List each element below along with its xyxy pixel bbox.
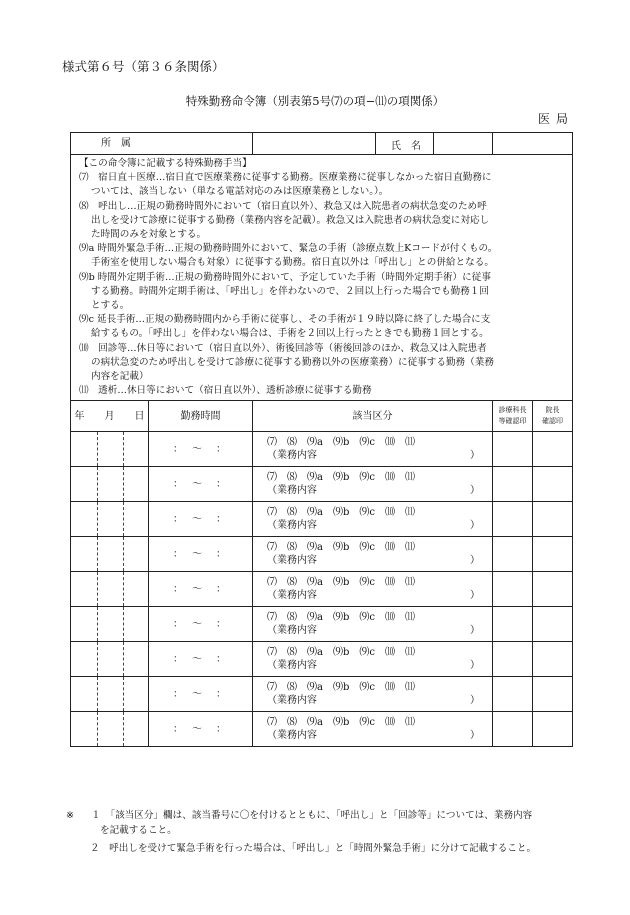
work-content-line bbox=[267, 554, 492, 567]
category-code[interactable]: ⑼b bbox=[332, 682, 350, 694]
date-field[interactable] bbox=[71, 642, 149, 677]
category-codes bbox=[267, 436, 492, 449]
record-row bbox=[71, 607, 573, 642]
director-approval-stamp[interactable] bbox=[533, 712, 573, 747]
category-code[interactable]: ⑽ bbox=[384, 682, 395, 694]
category-code[interactable]: ⑼c bbox=[359, 507, 375, 519]
work-time-field[interactable]: ： 〜 ： bbox=[149, 712, 253, 747]
work-content-label: （業務内容 bbox=[267, 695, 317, 707]
date-column-header: 年 月 日 bbox=[71, 401, 149, 432]
category-codes bbox=[267, 716, 492, 729]
category-column-header: 該当区分 bbox=[253, 401, 493, 432]
category-code[interactable]: ⑺ bbox=[267, 717, 277, 729]
record-row bbox=[71, 502, 573, 537]
work-time-field[interactable]: ： 〜 ： bbox=[149, 572, 253, 607]
work-content-close: ） bbox=[470, 625, 480, 637]
chief-approval-stamp[interactable] bbox=[493, 572, 533, 607]
date-divider bbox=[123, 502, 124, 536]
director-approval-label-1: 院長 bbox=[545, 406, 560, 415]
work-content-label: （業務内容 bbox=[267, 625, 317, 637]
category-field[interactable] bbox=[253, 502, 493, 537]
footnote-2: ２ 呼出しを受けて緊急手術を行った場合は、「呼出し」と「時間外緊急手術」に分けて記載すること。 bbox=[90, 843, 537, 854]
chief-approval-label-1: 診療科長 bbox=[498, 406, 527, 415]
work-time-field[interactable]: ： 〜 ： bbox=[149, 642, 253, 677]
note-line: とする。 bbox=[91, 300, 130, 312]
category-code[interactable]: ⑻ bbox=[287, 542, 297, 554]
name-field[interactable] bbox=[493, 133, 573, 155]
category-codes bbox=[267, 611, 492, 624]
category-code[interactable]: ⑻ bbox=[287, 472, 297, 484]
category-field[interactable] bbox=[253, 572, 493, 607]
date-field[interactable] bbox=[71, 467, 149, 502]
category-codes bbox=[267, 541, 492, 554]
category-field[interactable] bbox=[253, 677, 493, 712]
director-approval-stamp[interactable] bbox=[533, 537, 573, 572]
note-line: ⑾ 透析…休日等において（宿日直以外）、透析診療に従事する勤務 bbox=[79, 385, 372, 397]
date-divider bbox=[97, 572, 98, 606]
category-code[interactable]: ⑺ bbox=[267, 612, 277, 624]
category-code[interactable]: ⑺ bbox=[267, 682, 277, 694]
category-code[interactable]: ⑼c bbox=[359, 577, 375, 589]
note-line: ⑼c 延長手術…正規の勤務時間内から手術に従事し、その手術が１９時以降に終了した場合に支 bbox=[79, 314, 491, 326]
category-codes bbox=[267, 646, 492, 659]
category-code[interactable]: ⑼a bbox=[307, 682, 323, 694]
note-line: ⑼b 時間外定期手術…正規の勤務時間外において、予定していた手術（時間外定期手術）に従事 bbox=[79, 271, 491, 283]
category-code[interactable]: ⑾ bbox=[404, 612, 415, 624]
duty-order-table bbox=[70, 132, 573, 747]
work-content-label: （業務内容 bbox=[267, 555, 317, 567]
chief-approval-label-2: 等確認印 bbox=[498, 417, 527, 426]
date-divider bbox=[97, 537, 98, 571]
footnote-1-text: １ 「該当区分」欄は、該当番号に〇を付けるとともに、「呼出し」と「回診等」については、業務内容 bbox=[91, 810, 533, 821]
note-line: 内容を記載） bbox=[91, 371, 149, 383]
work-time-field[interactable]: ： 〜 ： bbox=[149, 432, 253, 467]
record-row bbox=[71, 642, 573, 677]
date-field[interactable] bbox=[71, 572, 149, 607]
director-approval-column-header bbox=[533, 401, 573, 432]
note-line: ⑼a 時間外緊急手術…正規の勤務時間外において、緊急の手術（診療点数上Kコードが付くもの。 bbox=[79, 243, 498, 255]
date-divider bbox=[97, 467, 98, 501]
notes-heading: 【この命令簿に記載する特殊勤務手当】 bbox=[79, 158, 252, 169]
note-line: ⑽ 回診等…休日等において（宿日直以外）、術後回診等（術後回診のほか、救急又は入院患者 bbox=[79, 342, 487, 354]
category-code[interactable]: ⑽ bbox=[384, 542, 395, 554]
date-divider bbox=[97, 502, 98, 536]
footnote-1 bbox=[66, 808, 532, 823]
category-field[interactable] bbox=[253, 467, 493, 502]
category-code[interactable]: ⑼a bbox=[307, 507, 323, 519]
category-code[interactable]: ⑼a bbox=[307, 542, 323, 554]
work-content-line bbox=[267, 519, 492, 532]
category-code[interactable]: ⑼a bbox=[307, 647, 323, 659]
category-code[interactable]: ⑼a bbox=[307, 437, 323, 449]
chief-approval-column-header bbox=[493, 401, 533, 432]
chief-approval-stamp[interactable] bbox=[493, 502, 533, 537]
record-row bbox=[71, 537, 573, 572]
date-field[interactable] bbox=[71, 712, 149, 747]
work-content-close: ） bbox=[470, 555, 480, 567]
footnote-1-cont: を記載すること。 bbox=[100, 825, 177, 836]
date-field[interactable] bbox=[71, 537, 149, 572]
work-time-field[interactable]: ： 〜 ： bbox=[149, 502, 253, 537]
work-content-line bbox=[267, 729, 492, 742]
affiliation-cell bbox=[71, 133, 253, 155]
date-divider bbox=[123, 677, 124, 711]
category-code[interactable]: ⑺ bbox=[267, 437, 277, 449]
director-approval-stamp[interactable] bbox=[533, 572, 573, 607]
category-code[interactable]: ⑺ bbox=[267, 647, 277, 659]
category-code[interactable]: ⑼c bbox=[359, 647, 375, 659]
date-divider bbox=[97, 432, 98, 466]
category-field[interactable] bbox=[253, 642, 493, 677]
name-left-divider bbox=[375, 132, 376, 154]
category-code[interactable]: ⑾ bbox=[404, 472, 415, 484]
name-divider bbox=[433, 132, 434, 154]
category-field[interactable] bbox=[253, 712, 493, 747]
category-code[interactable]: ⑽ bbox=[384, 437, 395, 449]
date-divider bbox=[97, 712, 98, 746]
chief-approval-stamp[interactable] bbox=[493, 642, 533, 677]
category-code[interactable]: ⑻ bbox=[287, 612, 297, 624]
chief-approval-stamp[interactable] bbox=[493, 607, 533, 642]
date-divider bbox=[123, 607, 124, 641]
date-field[interactable] bbox=[71, 677, 149, 712]
category-code[interactable]: ⑽ bbox=[384, 507, 395, 519]
category-code[interactable]: ⑼b bbox=[332, 647, 350, 659]
category-code[interactable]: ⑾ bbox=[404, 682, 415, 694]
date-divider bbox=[123, 537, 124, 571]
category-code[interactable]: ⑼b bbox=[332, 437, 350, 449]
note-line: 手術室を使用しない場合も対象）に従事する勤務。宿日直以外は「呼出し」との併給となる。 bbox=[91, 257, 494, 269]
record-row bbox=[71, 432, 573, 467]
work-content-close: ） bbox=[470, 485, 480, 497]
work-content-close: ） bbox=[470, 590, 480, 602]
category-codes bbox=[267, 506, 492, 519]
date-divider bbox=[123, 432, 124, 466]
date-divider bbox=[123, 572, 124, 606]
category-code[interactable]: ⑻ bbox=[287, 507, 297, 519]
chief-approval-stamp[interactable] bbox=[493, 467, 533, 502]
work-content-label: （業務内容 bbox=[267, 450, 317, 462]
record-row bbox=[71, 572, 573, 607]
category-code[interactable]: ⑼b bbox=[332, 577, 350, 589]
date-divider bbox=[123, 467, 124, 501]
category-code[interactable]: ⑺ bbox=[267, 472, 277, 484]
category-codes bbox=[267, 681, 492, 694]
category-code[interactable]: ⑼b bbox=[332, 507, 350, 519]
work-content-close: ） bbox=[470, 730, 480, 742]
record-row bbox=[71, 467, 573, 502]
category-field[interactable] bbox=[253, 432, 493, 467]
category-field[interactable] bbox=[253, 537, 493, 572]
work-content-label: （業務内容 bbox=[267, 590, 317, 602]
category-field[interactable] bbox=[253, 607, 493, 642]
category-code[interactable]: ⑾ bbox=[404, 507, 415, 519]
affiliation-label: 所 属 bbox=[101, 138, 131, 149]
category-code[interactable]: ⑻ bbox=[287, 717, 297, 729]
category-code[interactable]: ⑻ bbox=[287, 682, 297, 694]
category-code[interactable]: ⑼b bbox=[332, 612, 350, 624]
category-code[interactable]: ⑽ bbox=[384, 472, 395, 484]
note-line: 給するもの。「呼出し」を伴わない場合は、手術を２回以上行ったときでも勤務１回とする。 bbox=[91, 328, 489, 340]
allowance-notes bbox=[71, 155, 573, 401]
date-divider bbox=[97, 677, 98, 711]
date-divider bbox=[97, 642, 98, 676]
category-code[interactable]: ⑻ bbox=[287, 437, 297, 449]
date-field[interactable] bbox=[71, 502, 149, 537]
note-line: ⑻ 呼出し…正規の勤務時間外において（宿日直以外）、救急又は入院患者の病状急変のため呼 bbox=[79, 200, 487, 212]
date-divider bbox=[97, 607, 98, 641]
document-title: 特殊勤務命令簿（別表第5号⑺の項−⑾の項関係） bbox=[185, 94, 445, 108]
director-approval-stamp[interactable] bbox=[533, 642, 573, 677]
director-approval-stamp[interactable] bbox=[533, 677, 573, 712]
category-code[interactable]: ⑾ bbox=[404, 542, 415, 554]
name-label: 氏 名 bbox=[391, 141, 421, 152]
department-label: 医局 bbox=[537, 112, 574, 126]
work-content-line bbox=[267, 484, 492, 497]
category-code[interactable]: ⑼c bbox=[359, 717, 375, 729]
work-content-close: ） bbox=[470, 450, 480, 462]
category-code[interactable]: ⑾ bbox=[404, 717, 415, 729]
category-code[interactable]: ⑼c bbox=[359, 542, 375, 554]
category-code[interactable]: ⑺ bbox=[267, 542, 277, 554]
chief-approval-stamp[interactable] bbox=[493, 432, 533, 467]
work-content-label: （業務内容 bbox=[267, 520, 317, 532]
date-divider bbox=[123, 712, 124, 746]
category-code[interactable]: ⑼b bbox=[332, 717, 350, 729]
category-code[interactable]: ⑼a bbox=[307, 472, 323, 484]
category-code[interactable]: ⑼c bbox=[359, 437, 375, 449]
category-code[interactable]: ⑼c bbox=[359, 612, 375, 624]
work-content-label: （業務内容 bbox=[267, 485, 317, 497]
record-row bbox=[71, 677, 573, 712]
category-code[interactable]: ⑾ bbox=[404, 577, 415, 589]
affiliation-field[interactable] bbox=[253, 133, 493, 155]
work-content-line bbox=[267, 624, 492, 637]
category-code[interactable]: ⑼a bbox=[307, 717, 323, 729]
work-content-line bbox=[267, 449, 492, 462]
work-content-close: ） bbox=[470, 520, 480, 532]
work-content-close: ） bbox=[470, 695, 480, 707]
note-line: ついては、該当しない（単なる電話対応のみは医療業務としない。）。 bbox=[91, 186, 389, 198]
note-line: 出しを受けて診療に従事する勤務（業務内容を記載）。救急又は入院患者の病状急変に対応し bbox=[91, 214, 490, 226]
category-code[interactable]: ⑻ bbox=[287, 577, 297, 589]
work-content-label: （業務内容 bbox=[267, 660, 317, 672]
chief-approval-stamp[interactable] bbox=[493, 537, 533, 572]
category-code[interactable]: ⑽ bbox=[384, 647, 395, 659]
chief-approval-stamp[interactable] bbox=[493, 677, 533, 712]
category-code[interactable]: ⑺ bbox=[267, 507, 277, 519]
form-number-label: 様式第６号（第３６条関係） bbox=[62, 59, 225, 74]
category-code[interactable]: ⑻ bbox=[287, 647, 297, 659]
category-codes bbox=[267, 471, 492, 484]
date-divider bbox=[123, 642, 124, 676]
category-code[interactable]: ⑼b bbox=[332, 472, 350, 484]
work-time-field[interactable]: ： 〜 ： bbox=[149, 467, 253, 502]
chief-approval-stamp[interactable] bbox=[493, 712, 533, 747]
category-code[interactable]: ⑽ bbox=[384, 577, 395, 589]
director-approval-stamp[interactable] bbox=[533, 467, 573, 502]
director-approval-stamp[interactable] bbox=[533, 502, 573, 537]
category-code[interactable]: ⑼b bbox=[332, 542, 350, 554]
category-code[interactable]: ⑾ bbox=[404, 647, 415, 659]
director-approval-label-2: 確認印 bbox=[542, 417, 563, 426]
director-approval-stamp[interactable] bbox=[533, 607, 573, 642]
work-time-field[interactable]: ： 〜 ： bbox=[149, 537, 253, 572]
category-code[interactable]: ⑼c bbox=[359, 472, 375, 484]
director-approval-stamp[interactable] bbox=[533, 432, 573, 467]
work-content-close: ） bbox=[470, 660, 480, 672]
work-content-line bbox=[267, 659, 492, 672]
note-line: た時間のみを対象とする。 bbox=[91, 229, 207, 241]
date-field[interactable] bbox=[71, 432, 149, 467]
category-code[interactable]: ⑾ bbox=[404, 437, 415, 449]
category-code[interactable]: ⑼a bbox=[307, 612, 323, 624]
work-content-line bbox=[267, 589, 492, 602]
note-line: の病状急変のため呼出しを受けて診療に従事する勤務以外の医療業務）に従事する勤務（業務 bbox=[91, 356, 494, 368]
note-line: する勤務。時間外定期手術は、「呼出し」を伴わないので、２回以上行った場合でも勤務１回 bbox=[91, 285, 489, 297]
category-codes bbox=[267, 576, 492, 589]
work-time-field[interactable]: ： 〜 ： bbox=[149, 607, 253, 642]
category-code[interactable]: ⑼c bbox=[359, 682, 375, 694]
work-content-label: （業務内容 bbox=[267, 730, 317, 742]
category-code[interactable]: ⑽ bbox=[384, 612, 395, 624]
category-code[interactable]: ⑽ bbox=[384, 717, 395, 729]
category-code[interactable]: ⑼a bbox=[307, 577, 323, 589]
work-content-line bbox=[267, 694, 492, 707]
work-time-field[interactable]: ： 〜 ： bbox=[149, 677, 253, 712]
footnote-mark: ※ bbox=[66, 810, 75, 821]
category-code[interactable]: ⑺ bbox=[267, 577, 277, 589]
record-row bbox=[71, 712, 573, 747]
note-line: ⑺ 宿日直＋医療…宿日直で医療業務に従事する勤務。医療業務に従事しなかった宿日直勤務に bbox=[79, 172, 492, 184]
date-field[interactable] bbox=[71, 607, 149, 642]
work-time-column-header: 勤務時間 bbox=[149, 401, 253, 432]
